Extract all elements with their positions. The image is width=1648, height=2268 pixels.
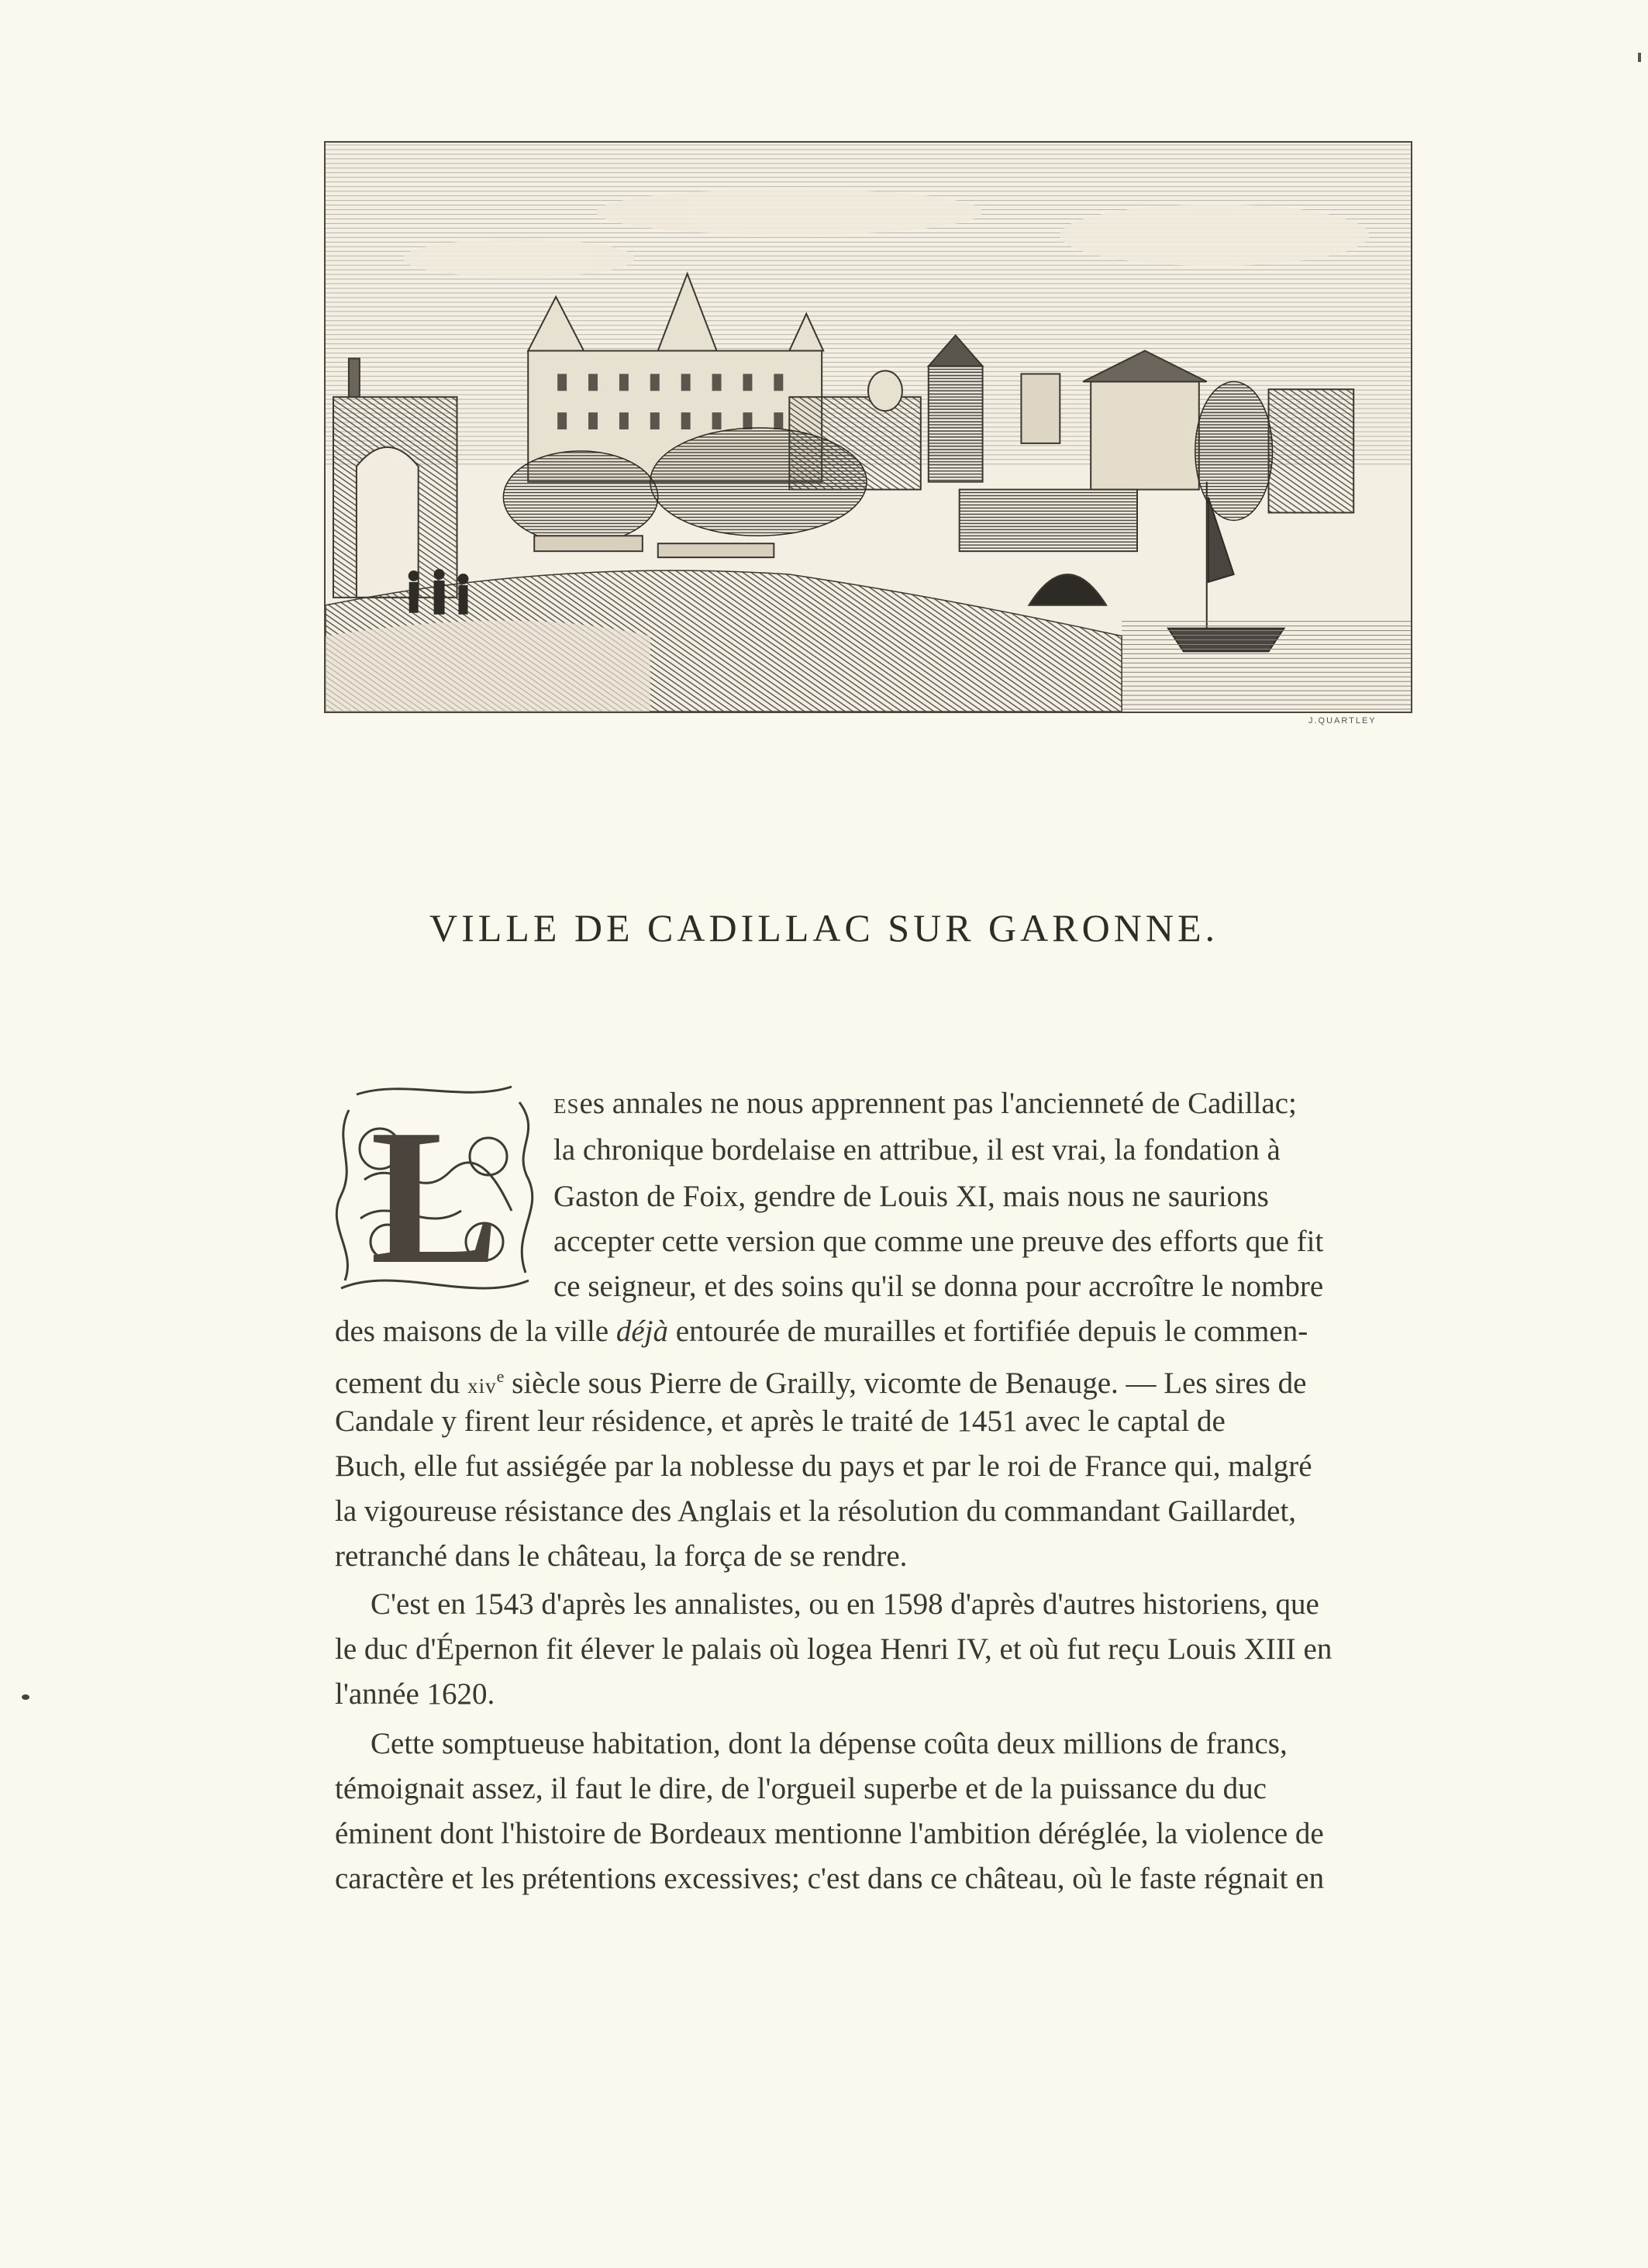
- text-line-7: cement du xiv$^e$ siècle sous Pierre de Grailly, vicomte de Benauge. — Les sires de: [335, 1367, 1307, 1400]
- text-line-14: l'année 1620.: [335, 1677, 495, 1711]
- ink-speck: [22, 1694, 29, 1700]
- ornamental-dropcap: [326, 1079, 544, 1304]
- engraver-credit: J.QUARTLEY: [1308, 716, 1377, 726]
- engraving-illustration: [324, 141, 1412, 713]
- text-line-9: Buch, elle fut assiégée par la noblesse du pays et par le roi de France qui, malgré: [335, 1449, 1312, 1483]
- text-line-10: la vigoureuse résistance des Anglais et la résolution du commandant Gaillardet,: [335, 1494, 1297, 1528]
- text-line-6: des maisons de la ville déjà entourée de murailles et fortifiée depuis le commen-: [335, 1315, 1308, 1348]
- text-line-16: témoignait assez, il faut le dire, de l'orgueil superbe et de la puissance du duc: [335, 1772, 1267, 1805]
- cadillac-view-engraving: [326, 143, 1411, 712]
- text-line-15: Cette somptueuse habitation, dont la dépense coûta deux millions de francs,: [371, 1727, 1288, 1760]
- text-line-17: éminent dont l'histoire de Bordeaux mentionne l'ambition déréglée, la violence de: [335, 1817, 1324, 1850]
- text-line-8: Candale y firent leur résidence, et après le traité de 1451 avec le captal de: [335, 1405, 1226, 1438]
- text-line-2: la chronique bordelaise en attribue, il est vrai, la fondation à: [553, 1133, 1281, 1167]
- text-line-11: retranché dans le château, la força de se rendre.: [335, 1539, 908, 1573]
- text-line-13: le duc d'Épernon fit élever le palais où logea Henri IV, et où fut reçu Louis XIII en: [335, 1632, 1333, 1666]
- page-title: VILLE DE CADILLAC SUR GARONNE.: [429, 906, 1219, 950]
- text-line-1: ESes annales ne nous apprennent pas l'ancienneté de Cadillac;: [553, 1087, 1297, 1120]
- dropcap-letter: L: [370, 1090, 500, 1304]
- margin-mark: [1638, 53, 1641, 62]
- text-line-5: ce seigneur, et des soins qu'il se donna pour accroître le nombre: [553, 1270, 1324, 1303]
- text-line-4: accepter cette version que comme une preuve des efforts que fit: [553, 1225, 1324, 1258]
- text-line-18: caractère et les prétentions excessives; c'est dans ce château, où le faste régnait en: [335, 1862, 1325, 1895]
- text-line-3: Gaston de Foix, gendre de Louis XI, mais nous ne saurions: [553, 1180, 1269, 1213]
- text-line-12: C'est en 1543 d'après les annalistes, ou en 1598 d'après d'autres historiens, que: [371, 1587, 1319, 1621]
